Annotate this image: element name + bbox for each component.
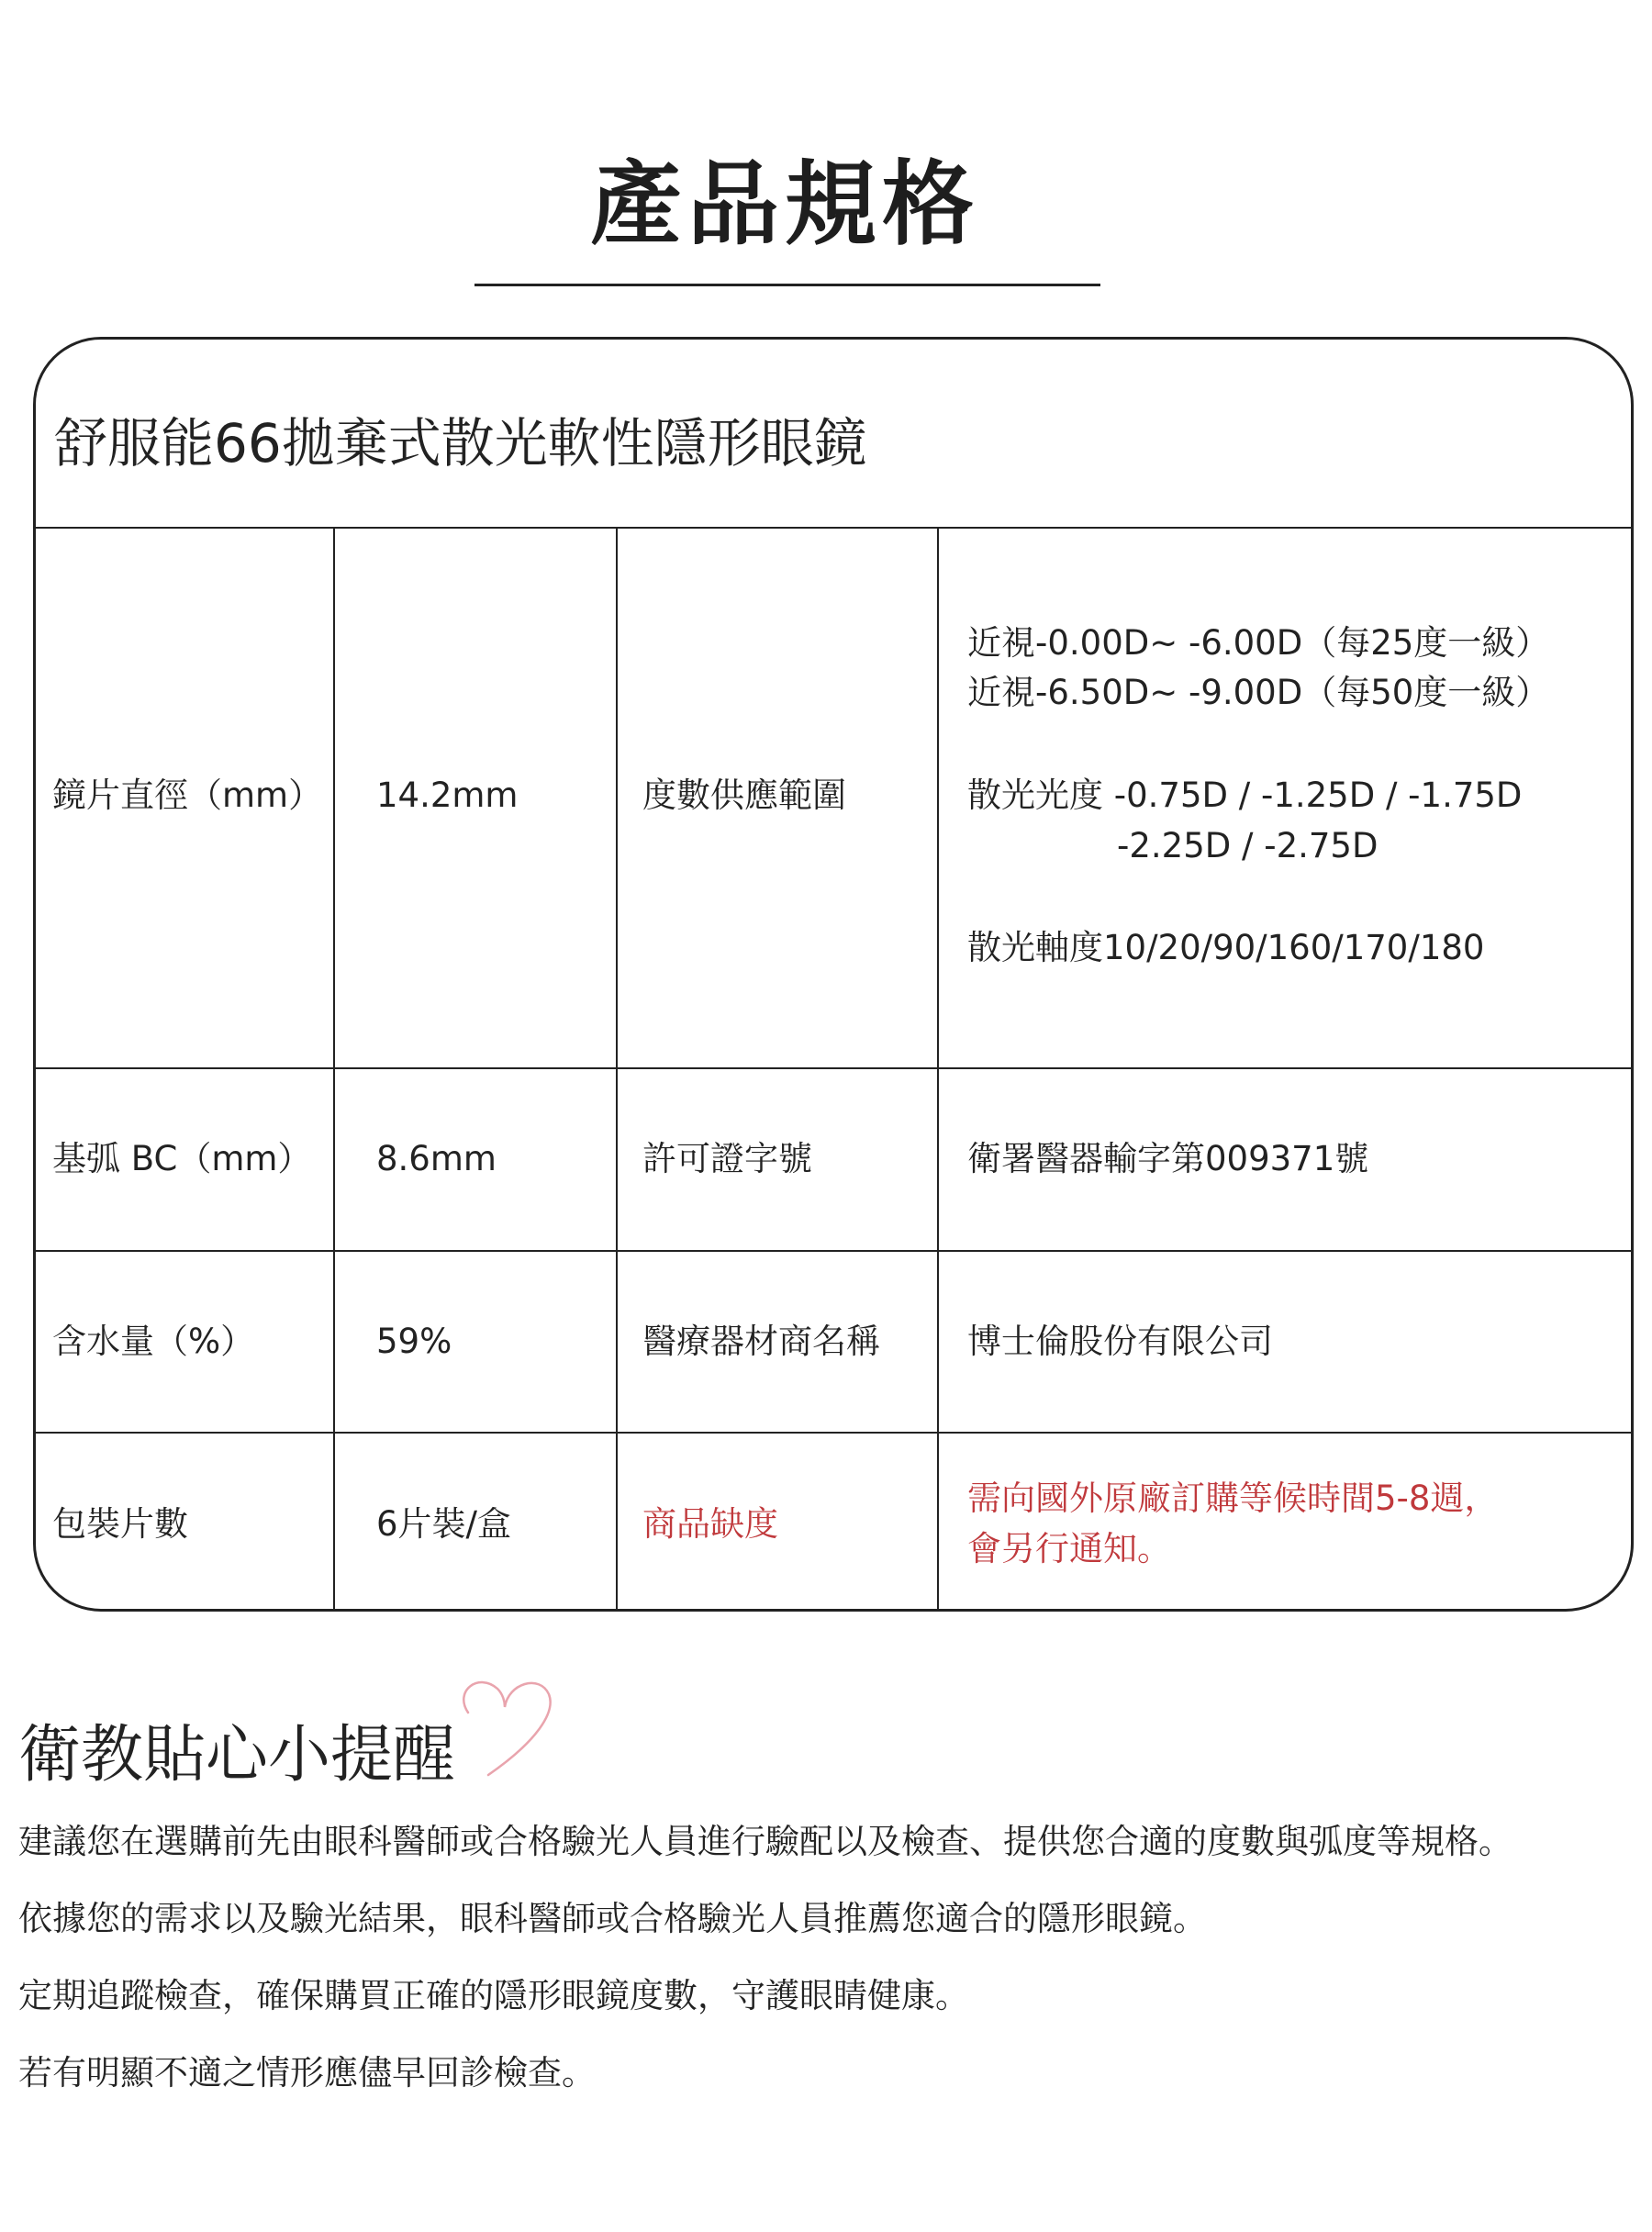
tip-item: 若有明顯不適之情形應儘早回診檢查。	[18, 2053, 596, 2092]
water-value: 59%	[376, 1322, 452, 1361]
stock-note-line1: 需向國外原廠訂購等候時間5-8週，	[967, 1479, 1499, 1518]
pack-value: 6片裝/盒	[376, 1504, 512, 1544]
tip-item: 依據您的需求以及驗光結果，眼科醫師或合格驗光人員推薦您適合的隱形眼鏡。	[18, 1899, 1207, 1938]
tip-item: 定期追蹤檢查，確保購買正確的隱形眼鏡度數，守護眼睛健康。	[18, 1976, 969, 2015]
range-line-myopia-1: 近視-0.00D~ -6.00D（每25度一級）	[967, 623, 1550, 663]
range-line-cylinder-2: -2.25D / -2.75D	[1117, 826, 1379, 865]
water-label: 含水量（%）	[52, 1322, 255, 1361]
range-line-axis: 散光軸度10/20/90/160/170/180	[967, 928, 1485, 967]
maker-label: 醫療器材商名稱	[642, 1322, 880, 1361]
column-divider	[616, 527, 618, 1612]
column-divider	[937, 527, 939, 1612]
reminder-title: 衛教貼心小提醒	[18, 1719, 456, 1791]
range-label: 度數供應範圍	[642, 776, 846, 815]
divider	[36, 1067, 1631, 1069]
range-line-myopia-2: 近視-6.50D~ -9.00D（每50度一級）	[967, 673, 1550, 712]
heart-icon	[448, 1667, 556, 1780]
page-title: 產品規格	[590, 151, 979, 258]
bc-label: 基弧 BC（mm）	[52, 1139, 312, 1178]
column-divider	[333, 527, 335, 1612]
license-label: 許可證字號	[642, 1139, 812, 1178]
title-underline	[474, 284, 1100, 286]
range-line-cylinder-1: 散光光度 -0.75D / -1.25D / -1.75D	[967, 776, 1523, 815]
stock-note-line2: 會另行通知。	[967, 1529, 1171, 1568]
divider	[36, 1432, 1631, 1434]
divider	[36, 1250, 1631, 1252]
maker-value: 博士倫股份有限公司	[967, 1322, 1273, 1361]
product-name: 舒服能66拋棄式散光軟性隱形眼鏡	[54, 412, 867, 474]
divider	[36, 527, 1631, 529]
pack-label: 包裝片數	[52, 1504, 188, 1544]
diameter-value: 14.2mm	[376, 776, 519, 815]
license-value: 衛署醫器輸字第009371號	[967, 1139, 1369, 1178]
diameter-label: 鏡片直徑（mm）	[52, 776, 323, 815]
bc-value: 8.6mm	[376, 1139, 497, 1178]
tip-item: 建議您在選購前先由眼科醫師或合格驗光人員進行驗配以及檢查、提供您合適的度數與弧度等規格。	[18, 1822, 1512, 1861]
spec-table	[33, 337, 1634, 1612]
stock-status: 商品缺度	[642, 1504, 778, 1544]
